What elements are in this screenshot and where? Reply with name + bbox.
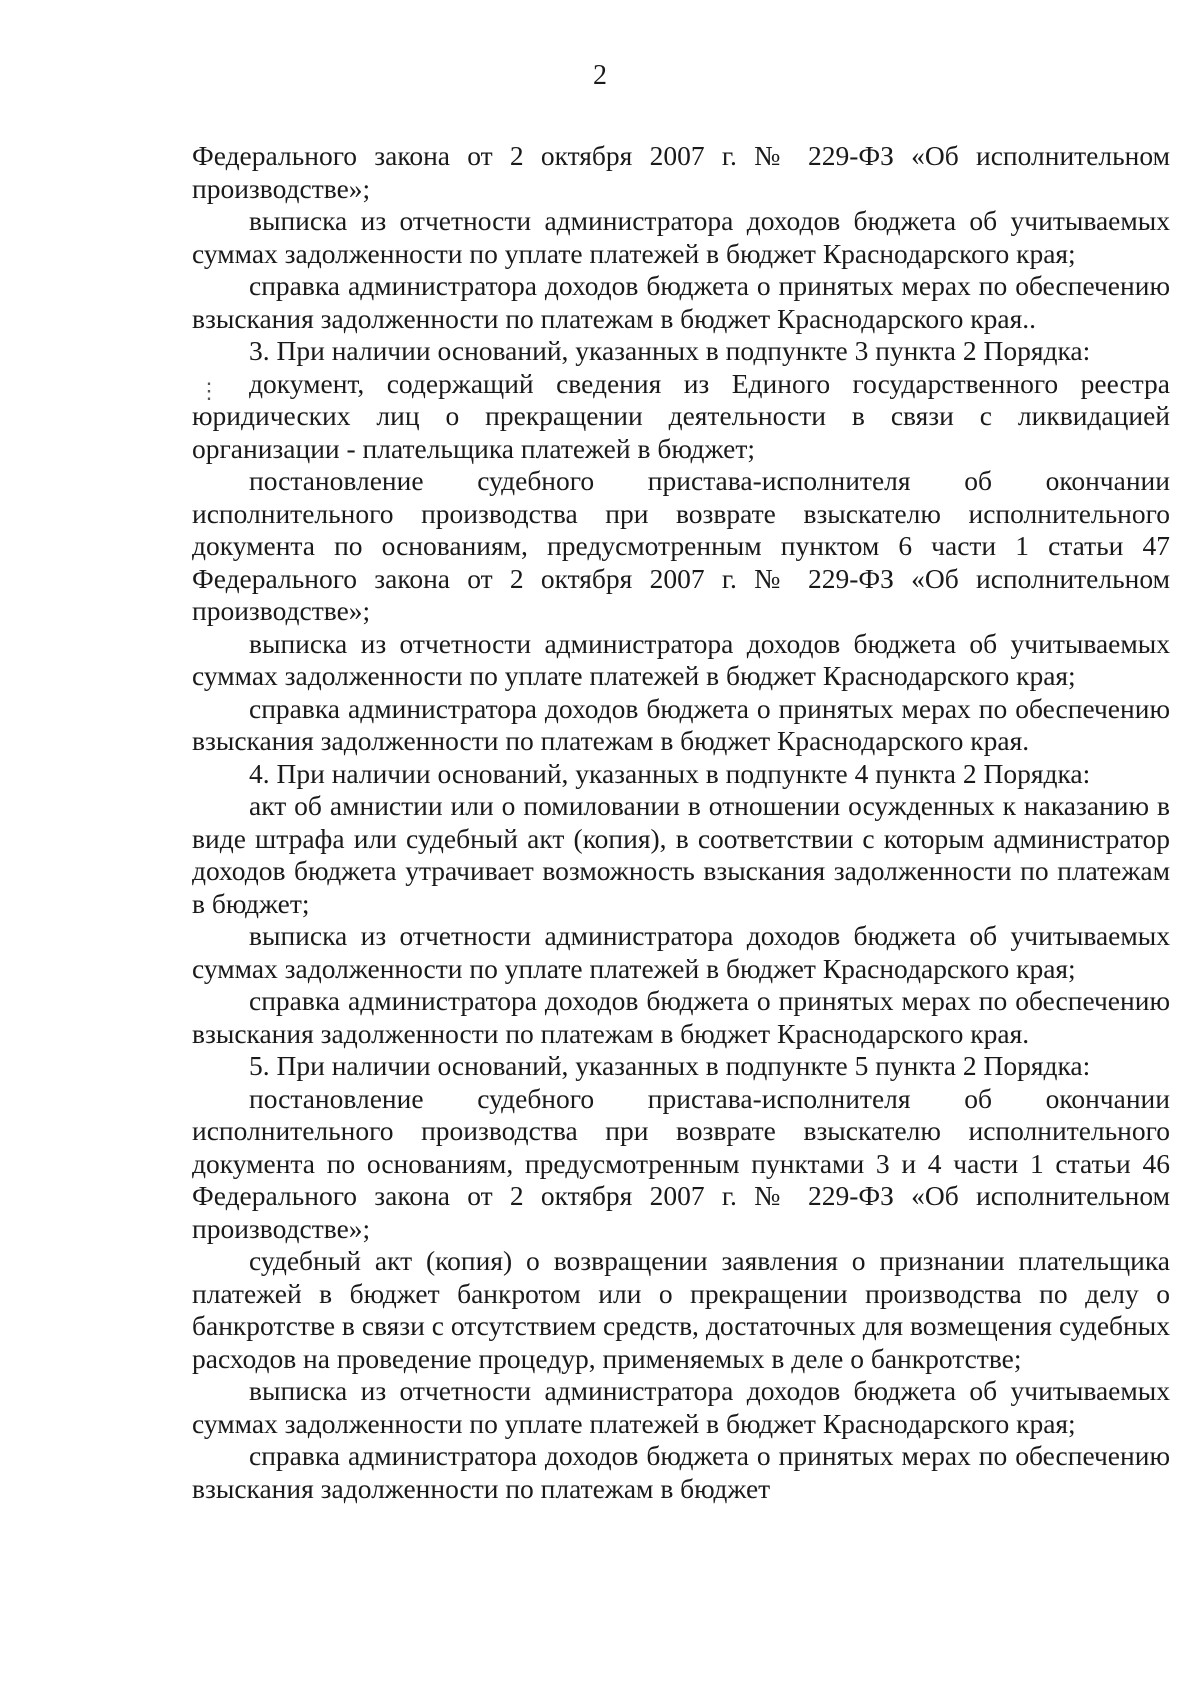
page-number: 2	[593, 60, 607, 91]
document-body	[192, 140, 1170, 1505]
paragraph: постановление судебного пристава-исполнителя об окончании исполнительного производства при возврате взыскателю исполнительного документа по основаниям, предусмотренным пунктами 3 и 4 части 1 статьи 46 Федерального закона от 2 октября 2007 г. № 229-ФЗ «Об исполнительном производстве»;	[192, 1082, 1170, 1244]
paragraph: документ, содержащий сведения из Единого государственного реестра юридических лиц о прекращении деятельности в связи с ликвидацией организации - плательщика платежей в бюджет;	[192, 367, 1170, 464]
paragraph: справка администратора доходов бюджета о принятых мерах по обеспечению взыскания задолженности по платежам в бюджет Краснодарского края.	[192, 985, 1170, 1049]
paragraph: справка администратора доходов бюджета о принятых мерах по обеспечению взыскания задолженности по платежам в бюджет	[192, 1440, 1170, 1504]
paragraph: выписка из отчетности администратора доходов бюджета об учитываемых суммах задолженности по уплате платежей в бюджет Краснодарского края;	[192, 1375, 1170, 1439]
section-heading-4: 4. При наличии оснований, указанных в подпункте 4 пункта 2 Порядка:	[249, 757, 1091, 789]
section-heading-5: 5. При наличии оснований, указанных в подпункте 5 пункта 2 Порядка:	[249, 1050, 1091, 1081]
paragraph: акт об амнистии или о помиловании в отношении осужденных к наказанию в виде штрафа или судебный акт (копия), в соответствии с которым администратор доходов бюджета утрачивает возможность взыскания задолженности по платежам в бюджет;	[192, 790, 1170, 919]
paragraph: справка администратора доходов бюджета о принятых мерах по обеспечению взыскания задолженности по платежам в бюджет Краснодарского края..	[192, 270, 1170, 334]
paragraph: судебный акт (копия) о возвращении заявления о признании плательщика платежей в бюджет банкротом или о прекращении производства по делу о банкротстве в связи с отсутствием средств, достаточных для возмещения судебных расходов на проведение процедур, применяемых в деле о банкротстве;	[192, 1245, 1170, 1374]
paragraph: постановление судебного пристава-исполнителя об окончании исполнительного производства при возврате взыскателю исполнительного документа по основаниям, предусмотренным пунктом 6 части 1 статьи 47 Федерального закона от 2 октября 2007 г. № 229-ФЗ «Об исполнительном производстве»;	[192, 465, 1170, 626]
scan-mark: ⋮	[198, 378, 220, 403]
section-heading-3: 3. При наличии оснований, указанных в подпункте 3 пункта 2 Порядка:	[249, 335, 1091, 366]
paragraph: выписка из отчетности администратора доходов бюджета об учитываемых суммах задолженности по уплате платежей в бюджет Краснодарского края;	[192, 627, 1170, 691]
paragraph: Федерального закона от 2 октября 2007 г. № 229-ФЗ «Об исполнительном производстве»;	[192, 140, 1170, 204]
paragraph: справка администратора доходов бюджета о принятых мерах по обеспечению взыскания задолженности по платежам в бюджет Краснодарского края.	[192, 692, 1170, 756]
paragraph: выписка из отчетности администратора доходов бюджета об учитываемых суммах задолженности по уплате платежей в бюджет Краснодарского края;	[192, 920, 1170, 984]
paragraph: выписка из отчетности администратора доходов бюджета об учитываемых суммах задолженности по уплате платежей в бюджет Краснодарского края;	[192, 205, 1170, 269]
